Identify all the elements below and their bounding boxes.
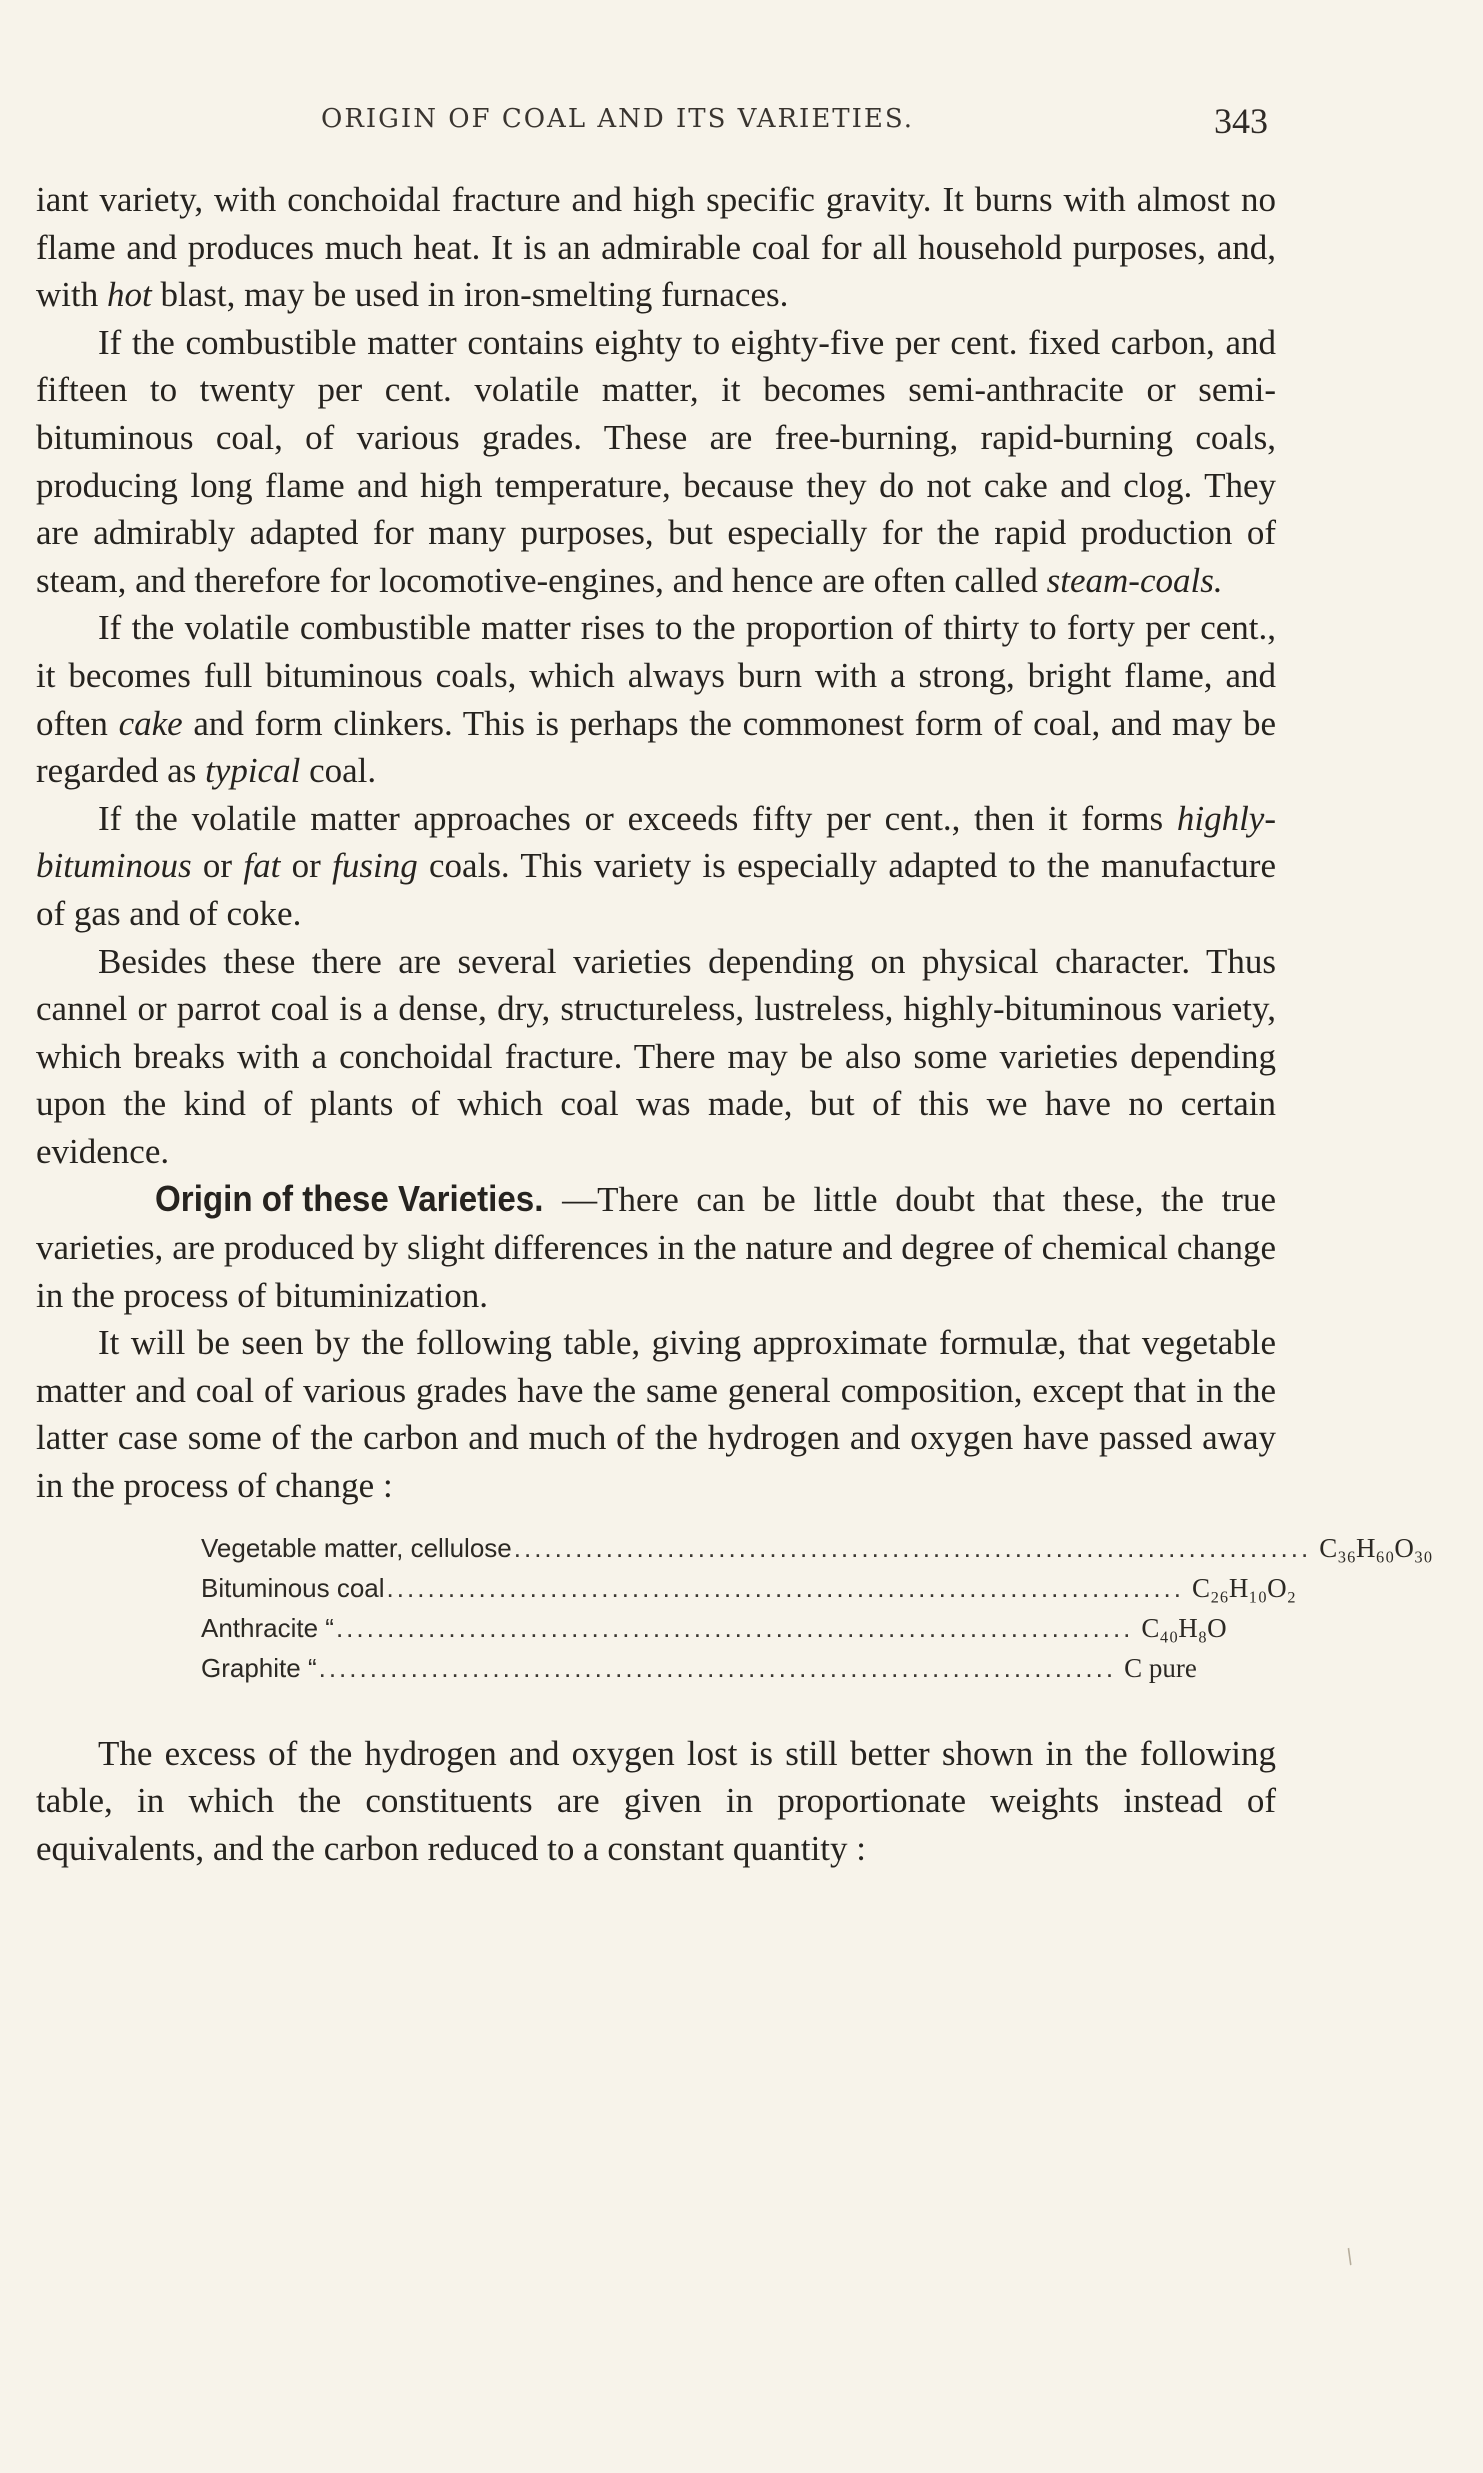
- italic-segment: highly-bituminous: [36, 798, 1276, 886]
- formula-value: C₂₆H₁₀O₂: [1192, 1572, 1297, 1603]
- formula-row: [201, 1608, 1227, 1648]
- formula-value: C₃₆H₆₀O₃₀: [1319, 1532, 1433, 1563]
- leader-dots: ..............................................................................: [318, 1652, 1117, 1683]
- text-segment: or: [191, 846, 244, 886]
- italic-segment: fat: [243, 846, 281, 886]
- leader-dots: ..............................................................................: [513, 1532, 1312, 1563]
- text-segment: If the volatile matter approaches or exceeds fifty per cent., then it forms: [98, 798, 1177, 838]
- text-segment: iant variety, with conchoidal fracture and high specific gravity. It burns with almost no flame and produces much heat. It is an admirable coal for all household purposes, and, with: [36, 180, 1276, 315]
- paragraph-4: [36, 795, 1276, 938]
- paragraph-3: [36, 604, 1276, 794]
- text-segment: —There can be little doubt that these, the true varieties, are produced by slight differences in the nature and degree of chemical change in the process of bituminization.: [36, 1180, 1276, 1315]
- formula-substance: Bituminous coal: [201, 1572, 385, 1603]
- text-segment: It will be seen by the following table, giving approximate formulæ, that vegetable matter and coal of various grades have the same general composition, except that in the latter case some of the carbon and much of the hydrogen and oxygen have passed away in the process of change :: [36, 1323, 1276, 1506]
- text-segment: blast, may be used in iron-smelting furnaces.: [151, 275, 789, 315]
- text-segment: Besides these there are several varieties depending on physical character. Thus cannel or parrot coal is a dense, dry, structureless, lustreless, highly-bituminous variety, which breaks with a conchoidal fracture. There may be also some varieties depending upon the kind of plants of which coal was made, but of this we have no certain evidence.: [36, 941, 1276, 1171]
- formula-row: [201, 1528, 1433, 1568]
- paragraph-6: [36, 1175, 1276, 1319]
- margin-mark: /: [1341, 2243, 1358, 2269]
- page-header: [36, 96, 1276, 152]
- italic-segment: hot: [106, 275, 152, 315]
- italic-segment: cake: [118, 703, 183, 743]
- formula-substance: Graphite “: [201, 1652, 317, 1683]
- running-title: ORIGIN OF COAL AND ITS VARIETIES.: [321, 104, 915, 134]
- text-segment: coals. This variety is especially adapted to the manufacture of gas and of coke.: [36, 846, 1276, 933]
- italic-segment: steam-coals.: [1046, 560, 1223, 600]
- text-segment: or: [280, 846, 333, 886]
- text-segment: coal.: [300, 751, 377, 791]
- text-segment: If the volatile combustible matter rises to the proportion of thirty to forty per cent., it becomes full bituminous coals, which always burn with a strong, bright flame, and often: [36, 608, 1276, 743]
- paragraph-2: [36, 319, 1276, 605]
- leader-dots: ..............................................................................: [335, 1612, 1134, 1643]
- closing-paragraph: The excess of the hydrogen and oxygen lost is still better shown in the following table, in which the constituents are given in proportionate weights instead of equivalents, and the carbon reduced to a constant quantity :: [36, 1733, 1276, 1868]
- formula-row: [201, 1568, 1297, 1608]
- paragraph-1: [36, 176, 1276, 319]
- leader-dots: ..............................................................................: [386, 1572, 1184, 1603]
- formula-substance: Vegetable matter, cellulose: [201, 1532, 512, 1563]
- page-number: 343: [1214, 101, 1268, 141]
- formula-value: C pure: [1124, 1652, 1197, 1683]
- formula-substance: Anthracite “: [201, 1612, 334, 1643]
- section-lead-heading: Origin of these Varieties.: [155, 1178, 544, 1220]
- page-body: [36, 176, 1433, 1872]
- text-segment: and form clinkers. This is perhaps the commonest form of coal, and may be regarded as: [36, 703, 1276, 791]
- italic-segment: fusing: [332, 846, 418, 886]
- formula-row: [201, 1648, 1197, 1688]
- formula-value: C₄₀H₈O: [1141, 1612, 1227, 1643]
- paragraph-5: [36, 938, 1276, 1176]
- paragraph-7: [36, 1319, 1276, 1509]
- formula-table: [201, 1528, 1433, 1688]
- text-segment: If the combustible matter contains eighty to eighty-five per cent. fixed carbon, and fifteen to twenty per cent. volatile matter, it becomes semi-anthracite or semi-bituminous coal, of various grades. These are free-burning, rapid-burning coals, producing long flame and high temperature, because they do not cake and clog. They are admirably adapted for many purposes, but especially for the rapid production of steam, and therefore for locomotive-engines, and hence are often called: [36, 322, 1276, 600]
- italic-segment: typical: [205, 751, 301, 791]
